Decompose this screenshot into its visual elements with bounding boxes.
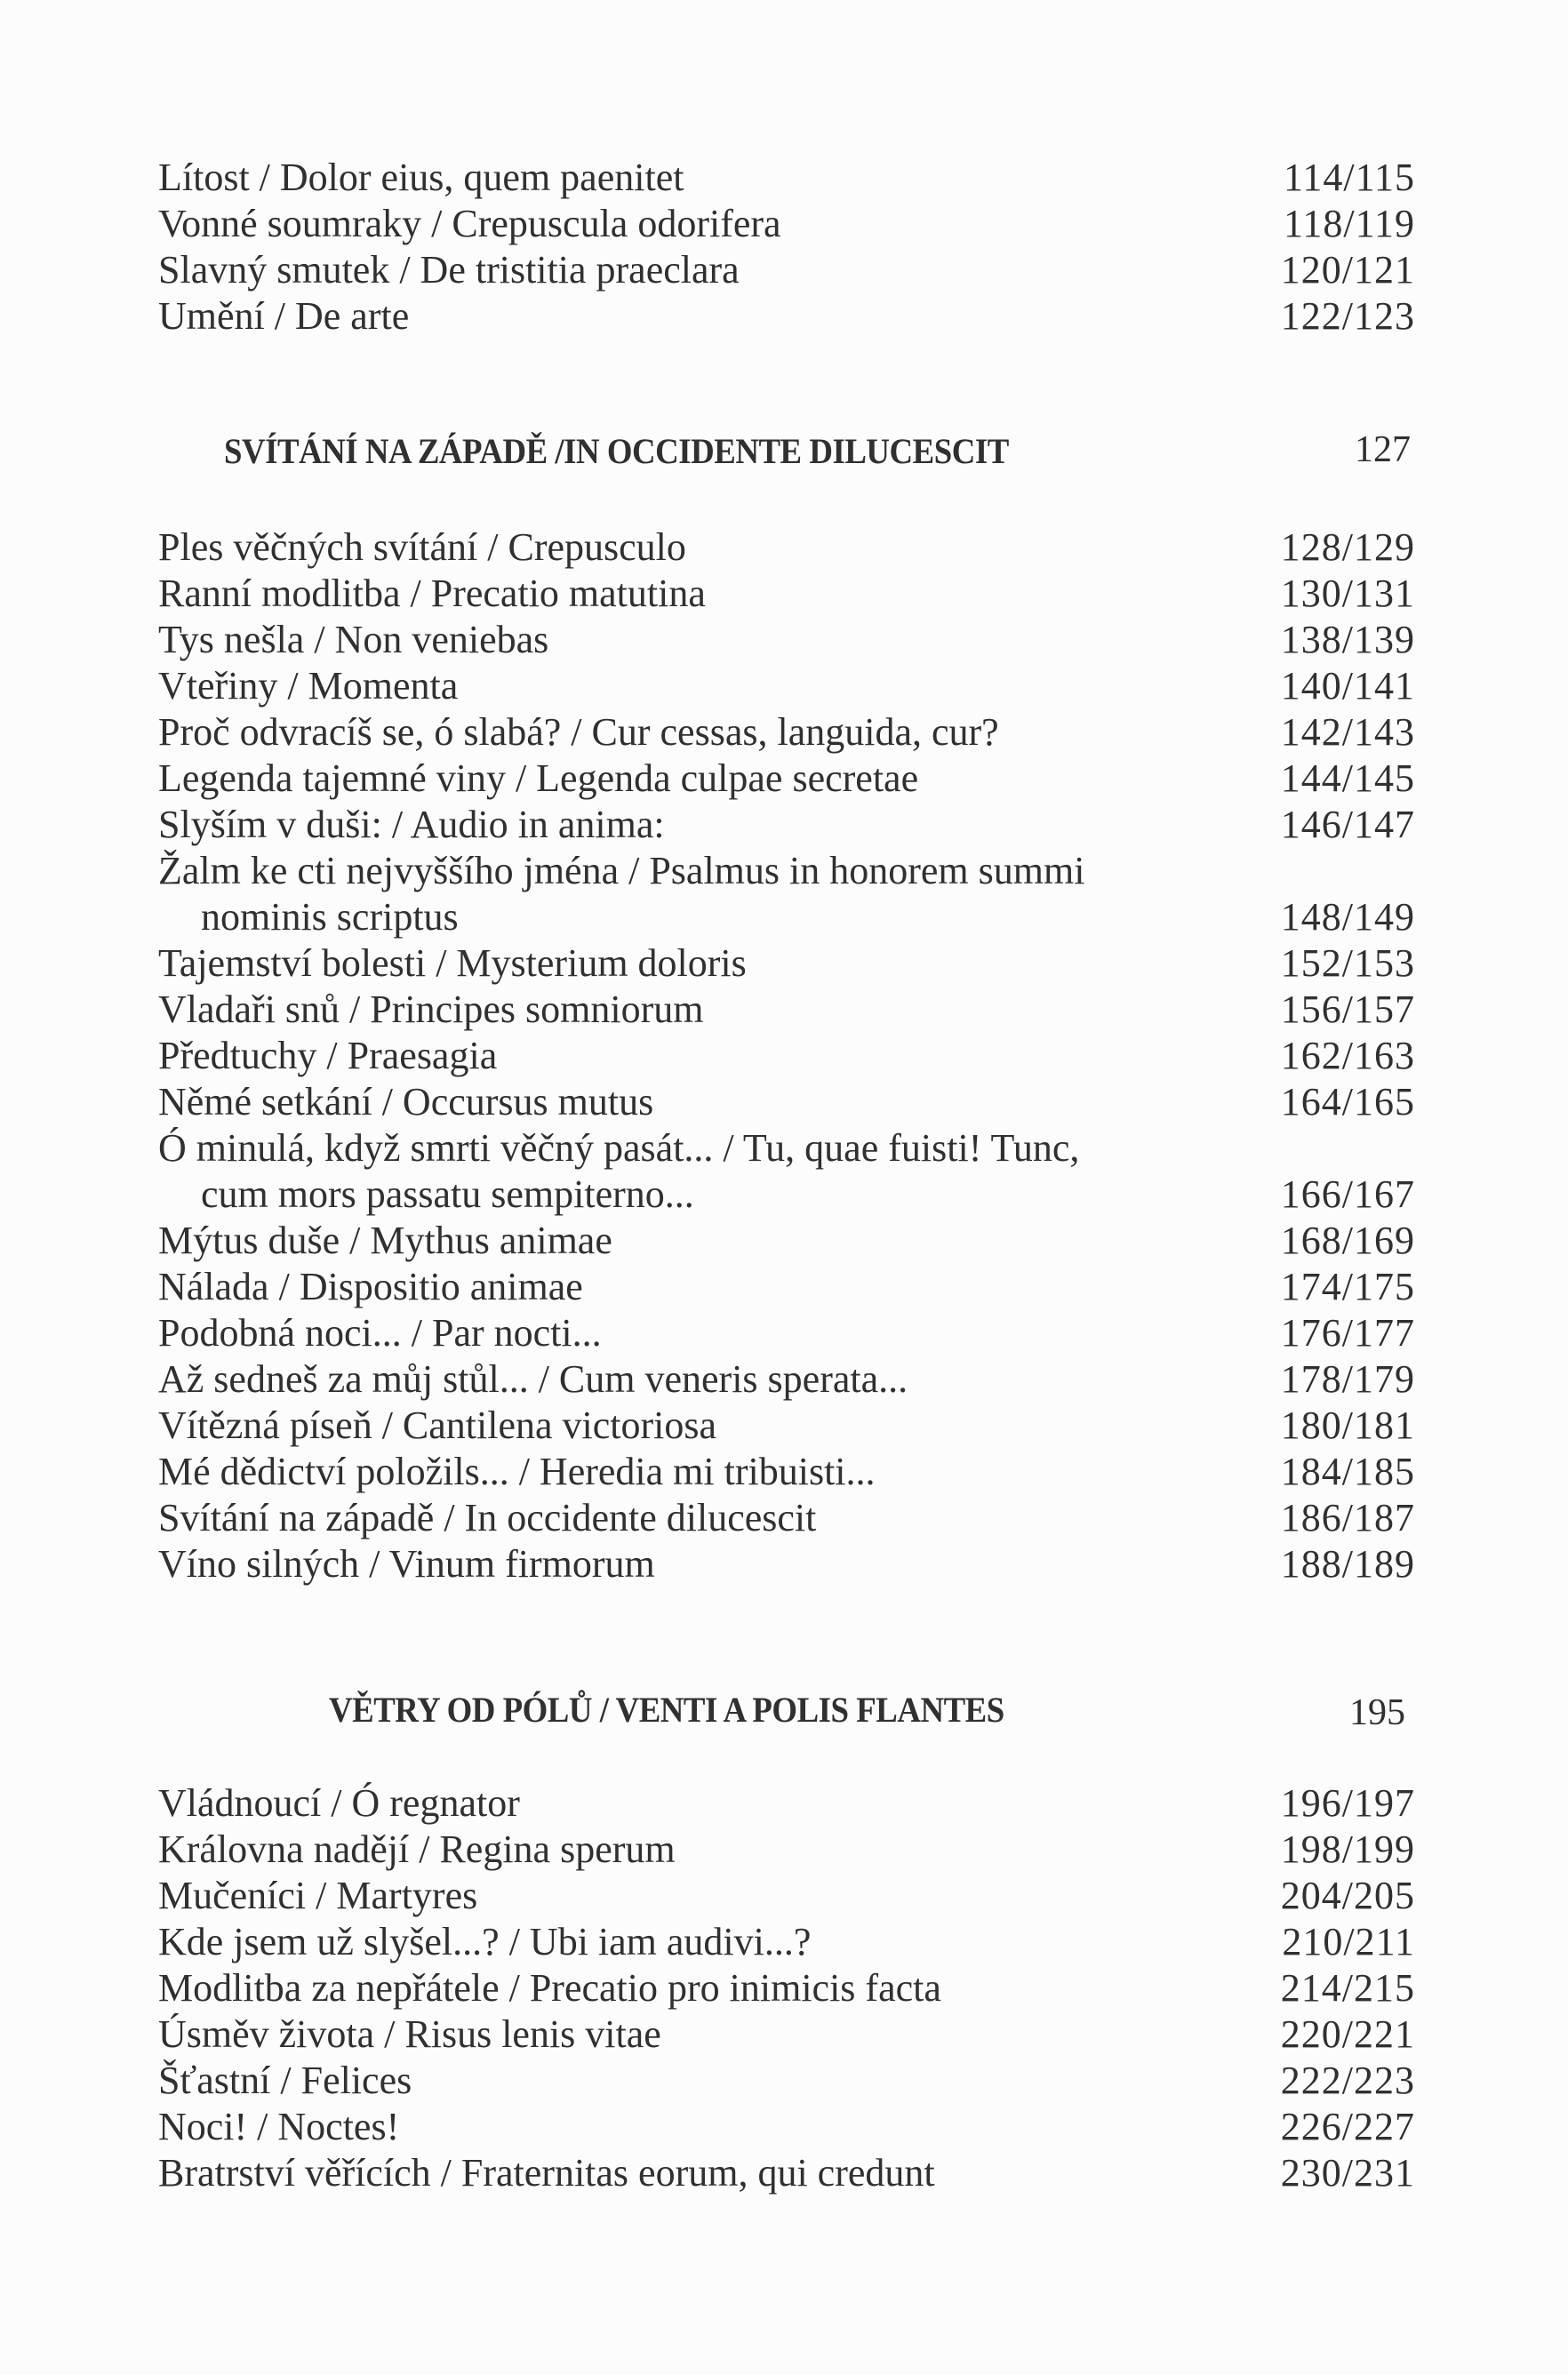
toc-entry-title: Ples věčných svítání / Crepusculo xyxy=(158,525,686,569)
toc-entry-pages: 144/145 xyxy=(1280,756,1415,800)
toc-entry-title: Nálada / Dispositio animae xyxy=(158,1265,583,1308)
toc-entry-title: Umění / De arte xyxy=(158,294,410,338)
toc-entry xyxy=(158,2104,1415,2150)
toc-entry xyxy=(158,663,1415,709)
toc-entry-title: Legenda tajemné viny / Legenda culpae secretae xyxy=(158,756,919,800)
toc-entry-pages: 210/211 xyxy=(1282,1920,1415,1963)
toc-block-vetry xyxy=(158,1780,1415,2196)
toc-entry-pages: 128/129 xyxy=(1280,525,1415,569)
toc-entry xyxy=(158,1965,1415,2011)
toc-entry xyxy=(158,1125,1415,1172)
toc-entry-pages: 230/231 xyxy=(1280,2151,1415,2195)
toc-entry-title: Až sedneš za můj stůl... / Cum veneris sperata... xyxy=(158,1357,908,1401)
section-heading-page-vetry: 195 xyxy=(1349,1692,1405,1733)
toc-entry-title: Vladaři snů / Principes somniorum xyxy=(158,988,704,1031)
toc-entry xyxy=(158,1541,1415,1587)
toc-entry xyxy=(158,709,1415,756)
toc-entry-title: Víno silných / Vinum firmorum xyxy=(158,1542,655,1586)
toc-entry-pages: 176/177 xyxy=(1280,1311,1415,1355)
toc-entry xyxy=(158,1780,1415,1827)
toc-entry-pages: 122/123 xyxy=(1280,294,1415,338)
toc-entry-title: Mé dědictví položils... / Heredia mi tribuisti... xyxy=(158,1450,876,1493)
toc-entry xyxy=(158,2150,1415,2196)
toc-entry xyxy=(158,2011,1415,2058)
toc-entry-pages: 222/223 xyxy=(1280,2059,1415,2102)
toc-entry-pages: 140/141 xyxy=(1280,664,1415,708)
toc-entry-title: Tajemství bolesti / Mysterium doloris xyxy=(158,941,747,985)
toc-entry-title: Tys nešla / Non veniebas xyxy=(158,618,549,661)
toc-entry xyxy=(158,155,1415,201)
toc-entry-title: Lítost / Dolor eius, quem paenitet xyxy=(158,156,684,199)
toc-entry-title: Bratrství věřících / Fraternitas eorum, qui credunt xyxy=(158,2151,935,2195)
toc-entry xyxy=(158,1919,1415,1965)
toc-entry xyxy=(158,1079,1415,1125)
toc-entry-pages: 138/139 xyxy=(1280,618,1415,661)
toc-entry xyxy=(158,987,1415,1033)
toc-entry-title: Modlitba za nepřátele / Precatio pro inimicis facta xyxy=(158,1966,941,2010)
toc-entry-title: Mýtus duše / Mythus animae xyxy=(158,1219,612,1262)
toc-entry-pages: 118/119 xyxy=(1284,202,1415,245)
toc-entry-pages: 162/163 xyxy=(1280,1034,1415,1077)
toc-entry-title: Kde jsem už slyšel...? / Ubi iam audivi...? xyxy=(158,1920,812,1963)
toc-entry-pages: 152/153 xyxy=(1280,941,1415,985)
toc-entry-title: Úsměv života / Risus lenis vitae xyxy=(158,2012,661,2056)
toc-entry-title: Svítání na západě / In occidente dilucescit xyxy=(158,1496,817,1539)
toc-entry-title: Noci! / Noctes! xyxy=(158,2105,400,2148)
toc-entry-pages: 198/199 xyxy=(1280,1827,1415,1871)
toc-entry xyxy=(158,617,1415,663)
toc-entry-title: Vítězná píseň / Cantilena victoriosa xyxy=(158,1403,717,1447)
toc-entry xyxy=(158,848,1415,894)
toc-entry-title: cum mors passatu sempiterno... xyxy=(201,1172,694,1216)
toc-block-top xyxy=(158,155,1415,340)
toc-entry xyxy=(158,1827,1415,1873)
toc-entry xyxy=(158,293,1415,340)
toc-entry-title: Mučeníci / Martyres xyxy=(158,1874,478,1917)
toc-entry-pages: 166/167 xyxy=(1280,1172,1415,1216)
toc-entry-pages: 130/131 xyxy=(1280,572,1415,615)
toc-entry xyxy=(158,1033,1415,1079)
toc-entry xyxy=(158,524,1415,571)
toc-entry-continuation xyxy=(158,894,1415,940)
toc-entry-pages: 196/197 xyxy=(1280,1781,1415,1825)
toc-entry-pages: 156/157 xyxy=(1280,988,1415,1031)
toc-entry-pages: 184/185 xyxy=(1280,1450,1415,1493)
toc-entry-pages: 146/147 xyxy=(1280,803,1415,846)
toc-entry-pages: 178/179 xyxy=(1280,1357,1415,1401)
toc-entry-pages: 220/221 xyxy=(1280,2012,1415,2056)
toc-entry-title: Slyším v duši: / Audio in anima: xyxy=(158,803,665,846)
toc-entry-title: Šťastní / Felices xyxy=(158,2059,412,2102)
toc-entry xyxy=(158,1449,1415,1495)
toc-entry-title: Žalm ke cti nejvyššího jména / Psalmus in honorem summi xyxy=(158,849,1085,892)
toc-entry-pages: 168/169 xyxy=(1280,1219,1415,1262)
toc-entry-title: Vteřiny / Momenta xyxy=(158,664,459,708)
toc-entry xyxy=(158,247,1415,293)
toc-entry-pages: 174/175 xyxy=(1280,1265,1415,1308)
toc-entry xyxy=(158,802,1415,848)
toc-entry xyxy=(158,940,1415,987)
toc-entry xyxy=(158,1873,1415,1919)
toc-entry xyxy=(158,571,1415,617)
toc-entry xyxy=(158,1310,1415,1356)
toc-entry-title: Proč odvracíš se, ó slabá? / Cur cessas, languida, cur? xyxy=(158,710,999,754)
toc-entry-continuation xyxy=(158,1172,1415,1218)
toc-entry-pages: 204/205 xyxy=(1280,1874,1415,1917)
toc-entry-title: Slavný smutek / De tristitia praeclara xyxy=(158,248,740,292)
toc-entry xyxy=(158,1264,1415,1310)
toc-entry-pages: 148/149 xyxy=(1280,895,1415,939)
toc-entry-title: Předtuchy / Praesagia xyxy=(158,1034,498,1077)
toc-entry-pages: 142/143 xyxy=(1280,710,1415,754)
toc-entry-title: Němé setkání / Occursus mutus xyxy=(158,1080,654,1124)
section-heading-page-svitani: 127 xyxy=(1355,429,1411,470)
toc-entry xyxy=(158,201,1415,247)
toc-entry-pages: 214/215 xyxy=(1280,1966,1415,2010)
toc-entry xyxy=(158,756,1415,802)
toc-entry-pages: 120/121 xyxy=(1280,248,1415,292)
toc-entry-pages: 226/227 xyxy=(1280,2105,1415,2148)
toc-entry xyxy=(158,2058,1415,2104)
toc-entry-title: Královna nadějí / Regina sperum xyxy=(158,1827,676,1871)
toc-entry xyxy=(158,1495,1415,1541)
toc-block-svitani xyxy=(158,524,1415,1587)
toc-entry-pages: 188/189 xyxy=(1280,1542,1415,1586)
toc-entry-title: Podobná noci... / Par nocti... xyxy=(158,1311,602,1355)
section-heading-svitani: SVÍTÁNÍ NA ZÁPADĚ /IN OCCIDENTE DILUCESCIT xyxy=(224,431,1009,471)
toc-entry-pages: 164/165 xyxy=(1280,1080,1415,1124)
toc-entry-pages: 180/181 xyxy=(1280,1403,1415,1447)
toc-entry-title: Ranní modlitba / Precatio matutina xyxy=(158,572,706,615)
toc-entry-pages: 114/115 xyxy=(1284,156,1415,199)
toc-entry-title: nominis scriptus xyxy=(201,895,459,939)
section-heading-vetry: VĚTRY OD PÓLŮ / VENTI A POLIS FLANTES xyxy=(329,1690,1004,1730)
toc-entry-pages: 186/187 xyxy=(1280,1496,1415,1539)
toc-entry-title: Vládnoucí / Ó regnator xyxy=(158,1781,520,1825)
toc-entry xyxy=(158,1218,1415,1264)
toc-entry-title: Vonné soumraky / Crepuscula odorifera xyxy=(158,202,781,245)
toc-entry xyxy=(158,1356,1415,1403)
toc-entry-title: Ó minulá, když smrti věčný pasát... / Tu, quae fuisti! Tunc, xyxy=(158,1126,1080,1170)
toc-entry xyxy=(158,1403,1415,1449)
